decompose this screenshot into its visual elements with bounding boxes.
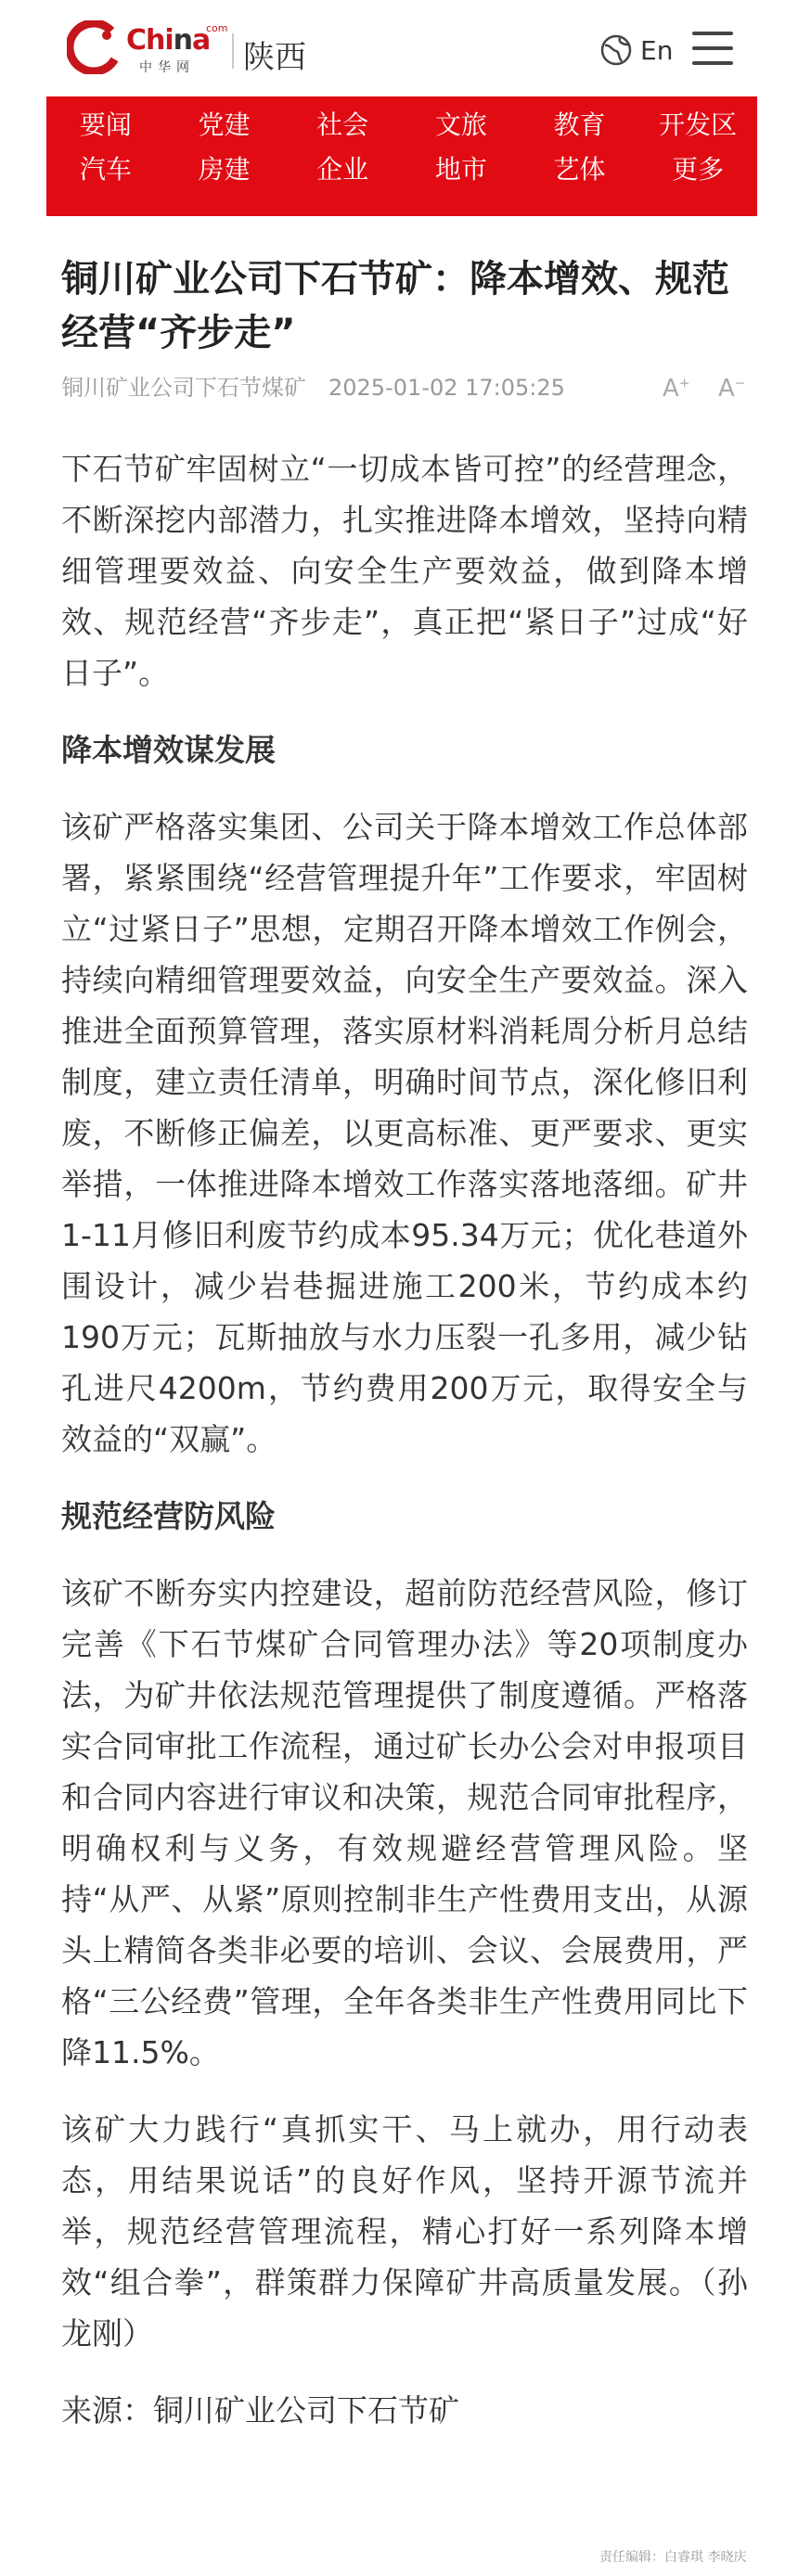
font-decrease-button[interactable]: A− (718, 375, 746, 403)
logo-com: com (206, 22, 228, 34)
header-divider (232, 33, 234, 69)
article-paragraph: 下石节矿牢固树立“一切成本皆可控”的经营理念，不断深挖内部潜力，扎实推进降本增效，坚持向精细管理要效益、向安全生产要效益，做到降本增效、规范经营“齐步走”，真正把“紧日子”过成“好日子”。 (61, 451, 748, 691)
nav-item-news[interactable]: 要闻 (79, 109, 132, 140)
nav-item-enterprise[interactable]: 企业 (316, 154, 369, 185)
article-body (61, 443, 748, 2436)
nav-item-development-zone[interactable]: 开发区 (659, 109, 738, 140)
font-increase-button[interactable]: A+ (663, 375, 690, 403)
language-switch[interactable] (599, 32, 673, 69)
logo-chinese-name: 中华网 (139, 60, 195, 75)
china-com-logo[interactable] (67, 19, 228, 78)
nav-item-education[interactable]: 教育 (553, 109, 606, 140)
globe-icon (599, 33, 633, 67)
section-heading: 规范经营防风险 (61, 1498, 276, 1534)
nav-item-society[interactable]: 社会 (316, 109, 369, 140)
article-paragraph: 该矿严格落实集团、公司关于降本增效工作总体部署，紧紧围绕“经营管理提升年”工作要求，牢固树立“过紧日子”思想，定期召开降本增效工作例会，持续向精细管理要效益，向安全生产要效益。深入推进全面预算管理，落实原材料消耗周分析月总结制度，建立责任清单，明确时间节点，深化修旧利废，不断修正偏差，以更高标准、更严要求、更实举措，一体推进降本增效工作落实落地落细。矿井1-11月修旧利废节约成本95.34万元；优化巷道外围设计，减少岩巷掘进施工200米，节约成本约190万元；瓦斯抽放与水力压裂一孔多用，减少钻孔进尺4200m，节约费用200万元，取得安全与效益的“双赢”。 (61, 809, 748, 1457)
logo-wordmark: China (126, 24, 211, 57)
article-source-line: 来源：铜川矿业公司下石节矿 (61, 2392, 459, 2429)
article-time: 2025-01-02 17:05:25 (328, 375, 565, 401)
region-name[interactable]: 陕西 (243, 39, 306, 76)
responsible-editor: 责任编辑：白睿琪 李晓庆 (599, 2550, 747, 2565)
article-paragraph: 该矿不断夯实内控建设，超前防范经营风险，修订完善《下石节煤矿合同管理办法》等20项制度办法，为矿井依法规范管理提供了制度遵循。严格落实合同审批工作流程，通过矿长办公会对申报项目和合同内容进行审议和决策，规范合同审批程序，明确权利与义务，有效规避经营管理风险。坚持“从严、从紧”原则控制非生产性费用支出，从源头上精简各类非必要的培训、会议、会展费用，严格“三公经费”管理，全年各类非生产性费用同比下降11.5%。 (61, 1575, 748, 2070)
site-header (0, 0, 798, 96)
hamburger-menu-icon[interactable] (692, 30, 733, 67)
article-meta (61, 369, 565, 402)
nav-item-arts-sports[interactable]: 艺体 (553, 154, 606, 185)
nav-item-party[interactable]: 党建 (198, 109, 251, 140)
article-source-name: 铜川矿业公司下石节煤矿 (61, 375, 306, 401)
nav-item-culture-tourism[interactable]: 文旅 (434, 109, 487, 140)
section-heading: 降本增效谋发展 (61, 732, 276, 768)
nav-item-auto[interactable]: 汽车 (79, 154, 132, 185)
nav-item-more[interactable]: 更多 (672, 154, 725, 185)
nav-item-cities[interactable]: 地市 (434, 154, 487, 185)
nav-item-construction[interactable]: 房建 (198, 154, 251, 185)
article-title: 铜川矿业公司下石节矿：降本增效、规范经营“齐步走” (61, 258, 729, 354)
language-label: En (640, 34, 674, 66)
channel-nav (46, 96, 757, 216)
china-logo-mark-icon (67, 20, 121, 74)
article-paragraph: 该矿大力践行“真抓实干、马上就办，用行动表态，用结果说话”的良好作风，坚持开源节流并举，规范经营管理流程，精心打好一系列降本增效“组合拳”，群策群力保障矿井高质量发展。（孙龙刚） (61, 2111, 748, 2352)
